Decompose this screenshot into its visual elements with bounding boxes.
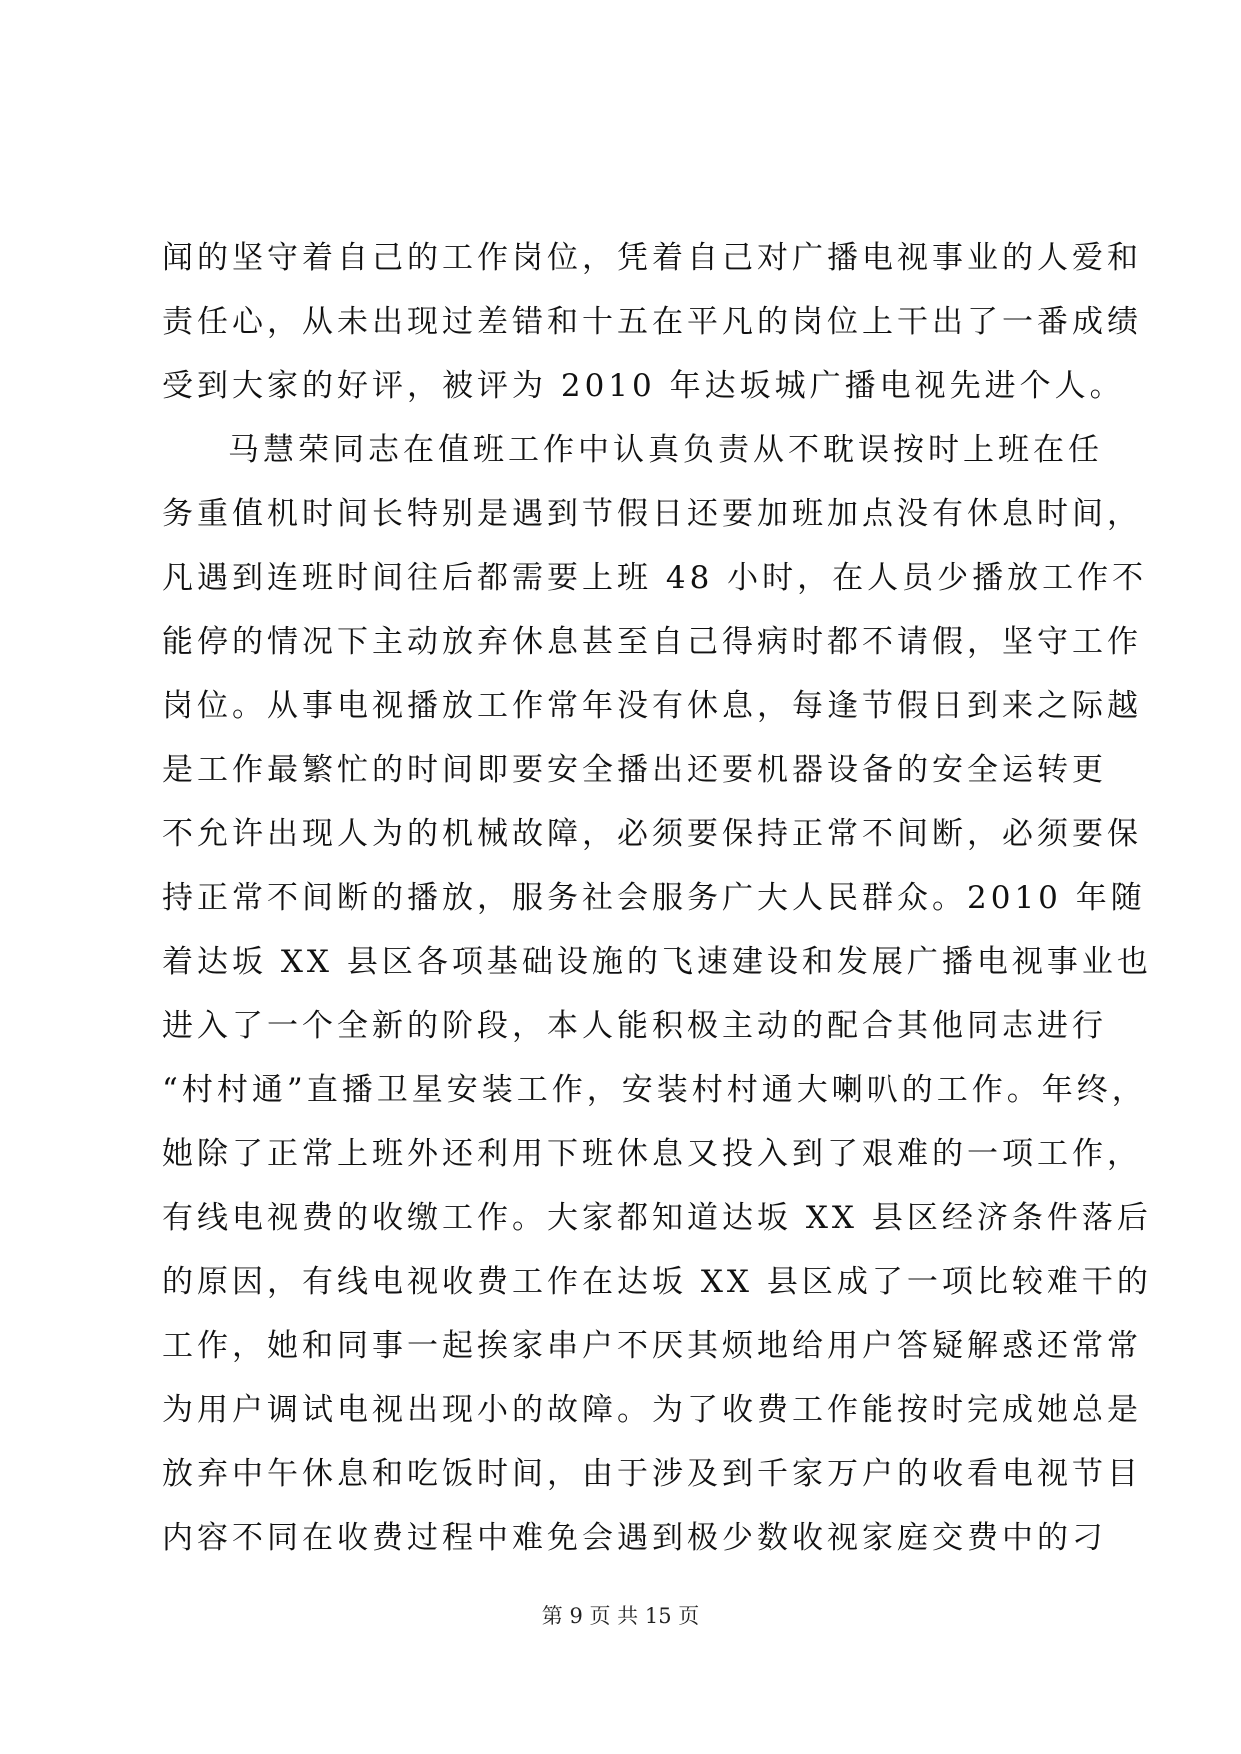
text-line: 受到大家的好评，被评为 2010 年达坂城广播电视先进个人。 bbox=[162, 368, 1125, 404]
text-line: 为用户调试电视出现小的故障。为了收费工作能按时完成她总是 bbox=[162, 1392, 1142, 1428]
text-line: 的原因，有线电视收费工作在达坂 XX 县区成了一项比较难干的 bbox=[162, 1264, 1152, 1300]
text-line: 她除了正常上班外还利用下班休息又投入到了艰难的一项工作， bbox=[162, 1136, 1142, 1172]
text-line: 岗位。从事电视播放工作常年没有休息，每逢节假日到来之际越 bbox=[162, 688, 1142, 724]
page-number-footer: 第 9 页 共 15 页 bbox=[541, 1604, 700, 1628]
text-line: 有线电视费的收缴工作。大家都知道达坂 XX 县区经济条件落后 bbox=[162, 1200, 1152, 1236]
text-line: 责任心，从未出现过差错和十五在平凡的岗位上干出了一番成绩 bbox=[162, 304, 1142, 340]
text-line: 不允许出现人为的机械故障，必须要保持正常不间断，必须要保 bbox=[162, 816, 1142, 852]
text-line: 放弃中午休息和吃饭时间，由于涉及到千家万户的收看电视节目 bbox=[162, 1456, 1142, 1492]
text-line: 持正常不间断的播放，服务社会服务广大人民群众。2010 年随 bbox=[162, 880, 1146, 916]
document-body bbox=[162, 226, 1152, 1570]
text-line: 着达坂 XX 县区各项基础设施的飞速建设和发展广播电视事业也 bbox=[162, 944, 1152, 980]
text-line: 进入了一个全新的阶段，本人能积极主动的配合其他同志进行 bbox=[162, 1008, 1107, 1044]
text-line: 凡遇到连班时间往后都需要上班 48 小时，在人员少播放工作不 bbox=[162, 560, 1148, 596]
text-line: 工作，她和同事一起挨家串户不厌其烦地给用户答疑解惑还常常 bbox=[162, 1328, 1142, 1364]
text-line: 内容不同在收费过程中难免会遇到极少数收视家庭交费中的刁 bbox=[162, 1520, 1107, 1556]
text-line: “村村通”直播卫星安装工作，安装村村通大喇叭的工作。年终， bbox=[162, 1072, 1147, 1108]
paragraph-first-line: 马慧荣同志在值班工作中认真负责从不耽误按时上班在任 bbox=[228, 432, 1103, 468]
text-line: 能停的情况下主动放弃休息甚至自己得病时都不请假，坚守工作 bbox=[162, 624, 1142, 660]
text-line: 闻的坚守着自己的工作岗位，凭着自己对广播电视事业的人爱和 bbox=[162, 240, 1142, 276]
text-line: 务重值机时间长特别是遇到节假日还要加班加点没有休息时间， bbox=[162, 496, 1142, 532]
text-line: 是工作最繁忙的时间即要安全播出还要机器设备的安全运转更 bbox=[162, 752, 1107, 788]
